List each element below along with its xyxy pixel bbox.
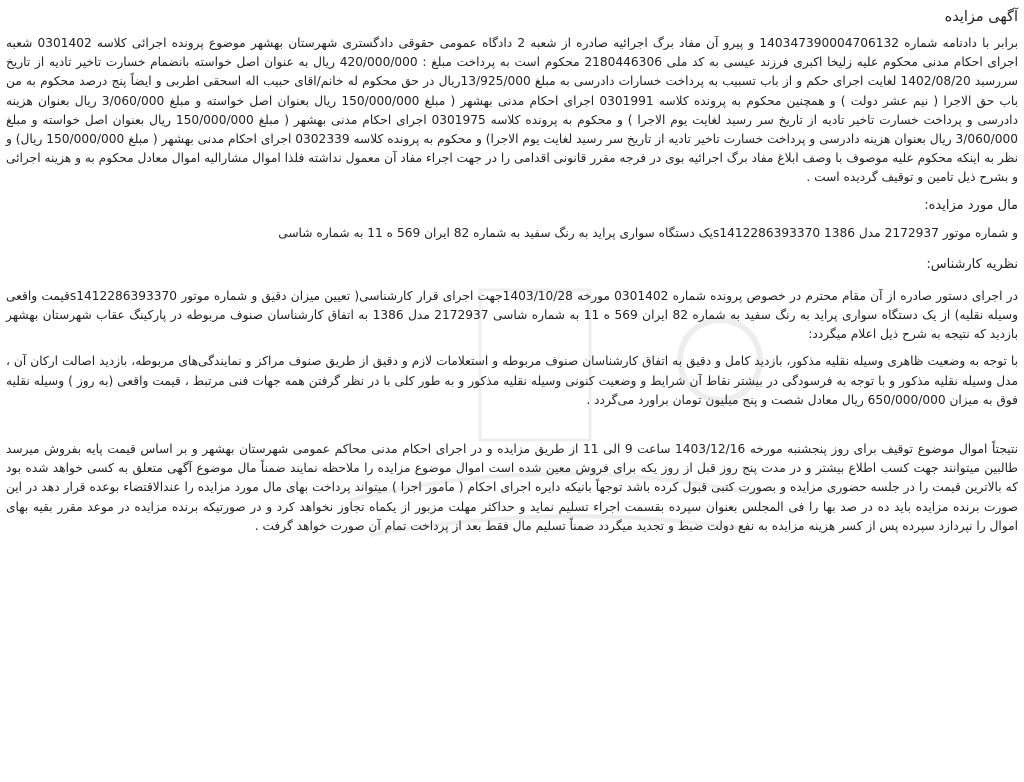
notice-title: آگهی مزایده (944, 9, 1018, 25)
expert-heading: نظریه کارشناس: (926, 256, 1018, 272)
expert-intro-paragraph: در اجرای دستور صادره از آن مقام محترم در خصوص پرونده شماره 0301402 مورخه 1403/10/28جهت اجرای قرار کارشناسی( تعیین میزان دقیق و شماره موتور s1412286393370قیمت واقعی وسیله نقلیه) از یک دستگاه سواری پراید به رنگ سفید به شماره 82 ایران 569 ه 11 به شماره شاسی 2172937 مدل 1386 به اتفاق کارشناسان صنوف مربوطه در پارکینگ عقاب شهرستان بهشهر بازدید که نتیجه به شرح ذیل اعلام میگردد: (6, 288, 1018, 342)
expert-opinion-paragraph: با توجه به وضعیت ظاهری وسیله نقلیه مذکور، بازدید کامل و دقیق به اتفاق کارشناسان صنوف مربوطه و استعلامات لازم و دقیق از طریق صنوف مراکز و نمایندگی‌های مربوطه، بازدید اصالت ارکان آن ، مدل وسیله نقلیه مذکور و با توجه به فرسودگی در بیشتر نقاط آن شرایط و وضعیت کنونی وسیله نقلیه مذکور و به طور کلی با در نظر گرفتن همه جهات فنی مرتبط ، قیمت واقعی (به روز ) وسیله نقلیه فوق به میزان 650/000/000 ریال معادل شصت و پنج میلیون تومان براورد می‌گردد . (6, 354, 1018, 407)
property-description: و شماره موتور 2172937 مدل 1386 s1412286393370یک دستگاه سواری پراید به رنگ سفید به شماره 82 ایران 569 ه 11 به شماره شاسی (278, 225, 1018, 240)
auction-terms-paragraph: نتیجتاً اموال موضوع توقیف برای روز پنجشنبه مورخه 1403/12/16 ساعت 9 الی 11 از طریق مزایده و در اجرای احکام مدنی محاکم عمومی شهرستان بهشهر و بر اساس قیمت پایه بفروش میرسد طالبین میتوانند جهت کسب اطلاع بیشتر و در مدت پنج روز قبل از روز یکه برای فروش معین شده است اموال موضوع مزایده را ملاحظه نمایند ضمناً مال موضوع آگهی متعلق به کسی خواهد شده بود که بالاترین قیمت را در جلسه حضوری مزایده و بصورت کتبی قبول کرده باشد توجهاً بانیکه دایره اجرای احکام ( مامور اجرا ) میتواند پرداخت بهای مال مورد مزایده را عندالاقتضاء بوعده قرار دهد در این صورت برنده مزایده باید ده در صد بها را فی المجلس بعنوان سپرده بقسمت اجراء تسلیم نماید و حداکثر مهلت مزبور از یکماه تجاوز نخواهد کرد و در صورتیکه برنده مزایده در موعد مقرر بقیه بهای اموال را نپردازد سپرده پس از کسر هزینه مزایده به نفع دولت ضبط و تجدید میگردد ضمناً تسلیم مال فقط بعد از پرداخت تمام آن صورت خواهد گرفت . (6, 442, 1018, 533)
intro-paragraph: برابر با دادنامه شماره 140347390004706132 و پیرو آن مفاد برگ اجرائیه صادره از شعبه 2 دادگاه عمومی حقوقی دادگستری شهرستان بهشهر موضوع پرونده اجرائی کلاسه 0301402 شعبه اجرای احکام مدنی محکوم علیه زلیخا اکبری فرزند عیسی به کد ملی 2180446306 محکوم است به پرداخت مبلغ : 420/000/000 ریال به عنوان اصل خواسته بانضمام خسارت تاخیر تادیه از تاریخ سررسید 1402/08/20 لغایت اجرای حکم و از باب تسبیب به پرداخت خسارات دادرسی به مبلغ 13/925/000ریال در حق محکوم له خانم/اقای حبیب اله اسحقی اطربی و ایضاً پنج درصد محکوم به من باب حق الاجرا ( نیم عشر دولت ) و همچنین محکوم به پرونده کلاسه 0301991 اجرای احکام مدنی بهشهر ( مبلغ 150/000/000 ریال بعنوان اصل خواسته و مبلغ 3/060/000 ریال بعنوان هزینه دادرسی و پرداخت خسارت تاخیر تادیه از تاریخ سر رسید لغایت یوم الاجرا ) و محکوم به پرونده کلاسه 0301975 اجرای احکام مدنی بهشهر ( مبلغ 150/000/000 ریال بعنوان اصل خواسته و مبلغ 3/060/000 ریال بعنوان هزینه دادرسی و پرداخت خسارت تاخیر تادیه از تاریخ سر رسید لغایت یوم الاجرا) و محکوم به پرونده کلاسه 0302339 اجرای احکام مدنی بهشهر ( مبلغ 150/000/000 ریال) و نظر به اینکه محکوم علیه موصوف با وصف ابلاغ مفاد برگ اجرائیه بوی در فرجه مقرر قانونی اقدامی را در جهت اجراء مفاد آن معمول نداشته فلذا اموال مشارالیه اموال معادل محکوم به و هزینه اجرائی و بشرح ذیل تامین و توقیف گردیده است . (6, 36, 1019, 185)
property-heading: مال مورد مزایده: (924, 197, 1018, 213)
